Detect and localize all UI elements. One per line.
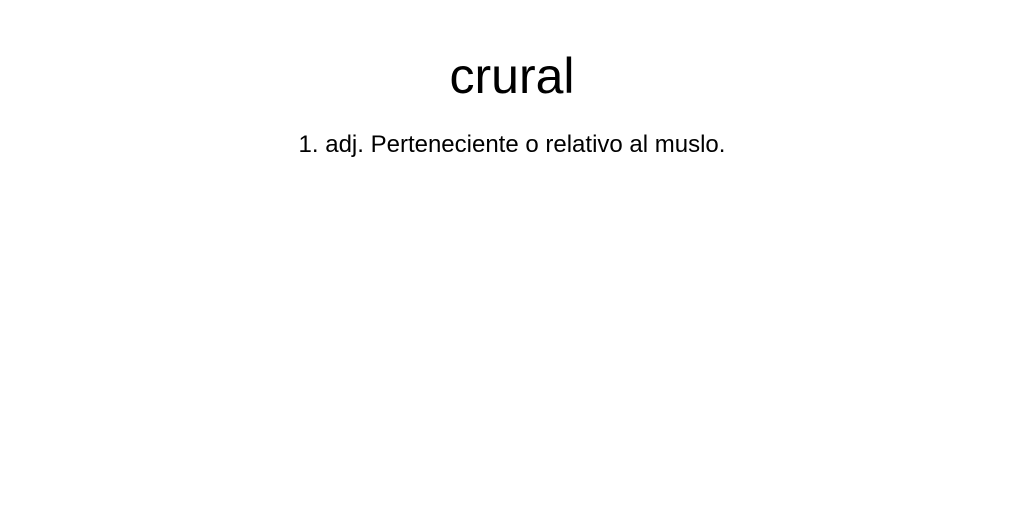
entry-definition: 1. adj. Perteneciente o relativo al muslo. (298, 131, 726, 158)
entry-headword: crural (449, 48, 575, 104)
